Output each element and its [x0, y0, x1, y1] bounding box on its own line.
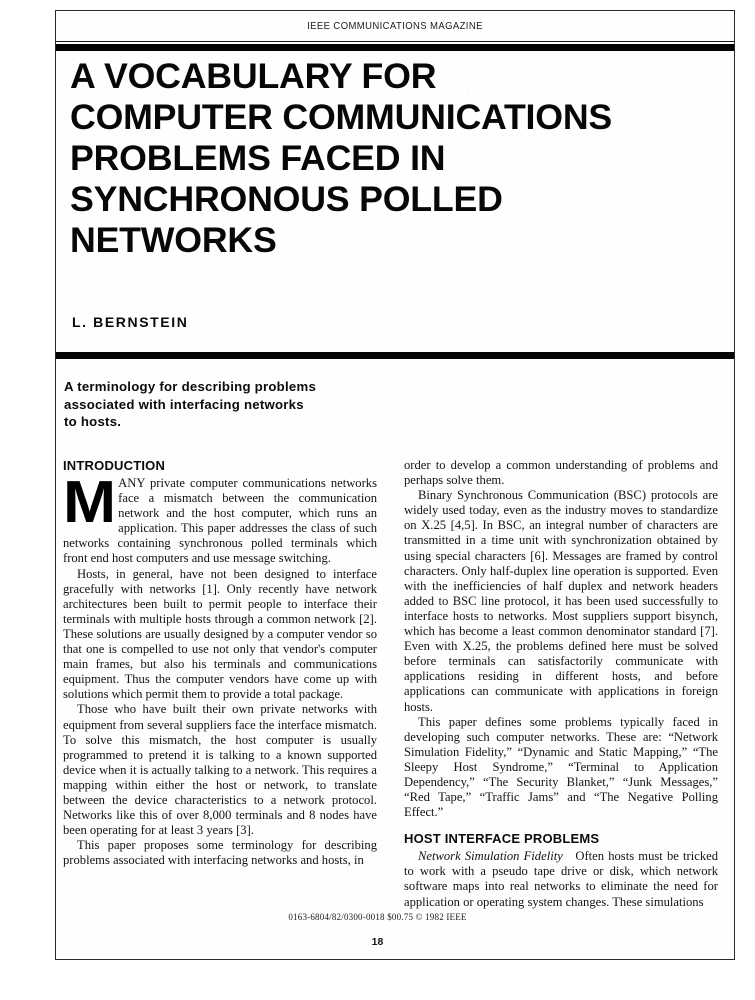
- subsection-runin-heading: Network Simulation Fidelity: [418, 849, 563, 864]
- paragraph: [63, 469, 377, 567]
- paragraph: [404, 849, 718, 909]
- header-thick-rule: [56, 44, 734, 51]
- section-heading-introduction: INTRODUCTION: [63, 458, 166, 473]
- scan-margin-left: [0, 0, 55, 1000]
- title-block: [70, 56, 720, 261]
- section-heading-host-interface-problems: HOST INTERFACE PROBLEMS: [404, 831, 600, 847]
- paragraph-text: ANY private computer communications networks face a mismatch between the communication network and the host computer, which runs an application. This paper addresses the class of such networks containing synchronous polled terminals which front end host computers and use message switching.: [63, 476, 377, 566]
- abstract-line-1: A terminology for describing problems: [64, 379, 317, 394]
- paragraph: Binary Synchronous Communication (BSC) protocols are widely used today, even as the industry moves to standardize on X.25 [4,5]. In BSC, an integral number of characters are transmitted in a time unit with synchronization obtained by using special characters [6]. Messages are framed by control characters. Only half-duplex line operation is supported. Even with the inefficiencies of half duplex and network headers added to BSC line protocol, it has been used successfully to interface hosts to networks. Most suppliers support bisynch, which has become a least common denominator standard [7]. Even with X.25, the problems defined here must be solved before terminals can satisfactorily communicate with applications residing in different hosts, and before applications can communicate with applications in foreign hosts.: [404, 488, 718, 714]
- title-line-1: A VOCABULARY FOR: [70, 57, 437, 96]
- right-column: [404, 458, 718, 908]
- title-line-3: PROBLEMS FACED IN: [70, 139, 446, 178]
- abstract: [64, 378, 394, 431]
- abstract-line-3: to hosts.: [64, 414, 122, 429]
- title-line-4: SYNCHRONOUS POLLED: [70, 180, 503, 219]
- title-line-5: NETWORKS: [70, 221, 277, 260]
- page-number: 18: [371, 936, 384, 948]
- byline-thick-rule: [56, 352, 734, 359]
- running-head-text: IEEE COMMUNICATIONS MAGAZINE: [307, 20, 483, 32]
- header-thin-rule: [56, 41, 734, 42]
- title-line-2: COMPUTER COMMUNICATIONS: [70, 98, 613, 137]
- paragraph-text: Often hosts must be tricked to work with a pseudo tape drive or disk, which network software maps into real networks to eliminate the need for application or operating system changes. These simulations: [404, 849, 719, 909]
- paragraph: This paper defines some problems typically faced in developing such computer networks. These are: “Network Simulation Fidelity,” “Dynamic and Static Mapping,” “The Sleepy Host Syndrome,” “Terminal to Application Dependency,” “The Security Blanket,” “Junk Messages,” “Red Tape,” “Traffic Jams” and “The Negative Polling Effect.”: [404, 714, 718, 820]
- paragraph: Hosts, in general, have not been designed to interface gracefully with networks [1]. Only recently have network architectures been built to permit people to interface their terminals with multiple hosts through a common network [2]. These solutions are usually designed by a computer vendor so that one is compelled to use not only that vendor's computer main frames, but also his terminals and communications equipment. Thus the computer vendors have come up with solutions which permit them to provide a total package.: [63, 566, 377, 702]
- running-head: [56, 11, 734, 41]
- paragraph: Those who have built their own private networks with equipment from several suppliers face the interface mismatch. To solve this mismatch, the host computer is usually programmed to pretend it is talking to a known supported device when it is actually talking to a network. This requires a mapping within either the host or network, to translate between the device characteristics to a network protocol. Networks like this of over 8,000 terminals and 8 nodes have been operating for at least 3 years [3].: [63, 702, 377, 838]
- abstract-line-2: associated with interfacing networks: [64, 396, 304, 412]
- body-columns: [63, 458, 718, 908]
- paragraph: This paper proposes some terminology for describing problems associated with interfacing networks and hosts, in: [63, 838, 377, 868]
- drop-cap: M: [63, 469, 117, 535]
- left-column: [63, 458, 377, 908]
- copyright-notice: 0163-6804/82/0300-0018 $00.75 © 1982 IEEE: [288, 912, 467, 922]
- paragraph: order to develop a common understanding of problems and perhaps solve them.: [404, 458, 718, 488]
- author-byline: L. BERNSTEIN: [72, 314, 189, 330]
- page-title: [70, 56, 733, 261]
